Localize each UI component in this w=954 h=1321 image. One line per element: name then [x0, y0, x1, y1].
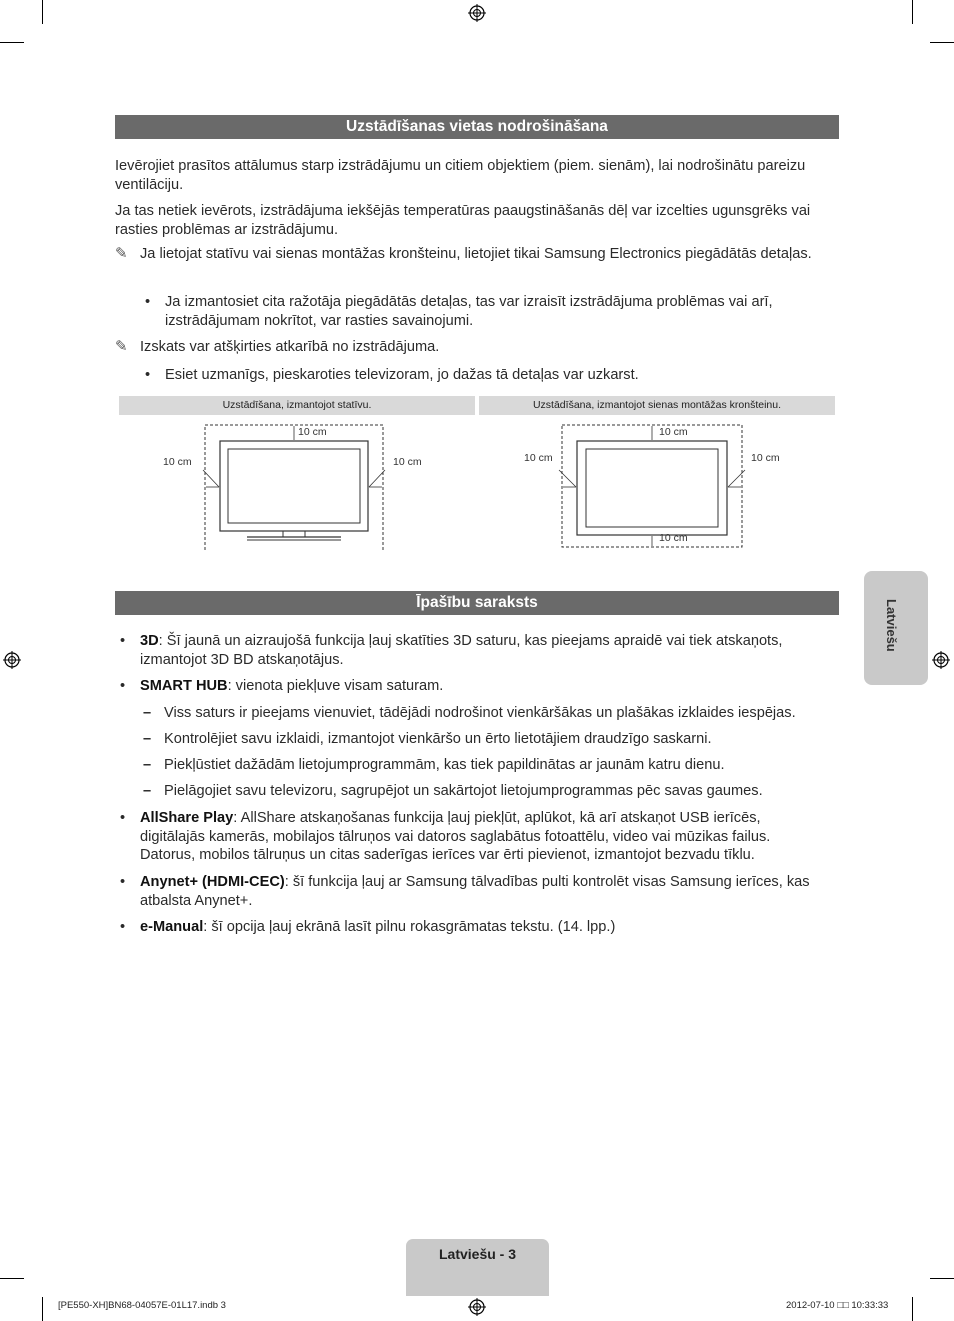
distance-label-left: 10 cm [163, 456, 192, 468]
list-item: • SMART HUB: vienota piekļuve visam saturam. [120, 678, 444, 694]
list-item: • AllShare Play: AllShare atskaņošanas funkcija ļauj piekļūt, aplūkot, kā arī atskaņot USB ierīcēs, digitālajās kamerās, mobilajos tālruņos vai datoros saglabātus fotoattēlu, video vai mūzikas failus. Datorus, mobilos tālruņus un citas saderīgas ierīces var ērti pievienot, izmantojot bezvadu tīklu. [120, 810, 771, 863]
registration-mark-icon [3, 651, 21, 669]
dash-icon: – [143, 757, 152, 773]
language-side-tab: Latviešu [864, 571, 928, 685]
paragraph-ventilation: Ievērojiet prasītos attālumus starp izstrādājumu un citiem objektiem (piem. sienām), lai nodrošinātu pareizu ventilāciju. [115, 158, 806, 193]
distance-label-top: 10 cm [659, 426, 688, 438]
section-heading-features: Īpašību saraksts [115, 591, 839, 615]
note-appearance: ✎ Izskats var atšķirties atkarībā no izstrādājuma. [115, 338, 440, 355]
distance-label-top: 10 cm [298, 426, 327, 438]
dash-icon: – [143, 783, 152, 799]
bullet-icon: • [120, 810, 126, 826]
pencil-note-icon: ✎ [115, 245, 128, 262]
bullet-icon: • [145, 367, 151, 383]
bullet-icon: • [120, 678, 126, 694]
crop-mark [930, 42, 954, 43]
bullet-icon: • [145, 294, 151, 310]
bullet-icon: • [120, 874, 126, 890]
bullet-icon: • [120, 919, 126, 935]
crop-mark [930, 1278, 954, 1279]
wall-installation-diagram [479, 415, 835, 555]
dash-icon: – [143, 731, 152, 747]
distance-label-bottom: 10 cm [659, 532, 688, 544]
list-item: – Piekļūstiet dažādām lietojumprogrammām, kas tiek papildinātas ar jaunām katru dienu. [143, 757, 725, 773]
list-item: • e-Manual: šī opcija ļauj ekrānā lasīt pilnu rokasgrāmatas tekstu. (14. lpp.) [120, 919, 616, 935]
footer-timestamp: 2012-07-10 □□ 10:33:33 [786, 1300, 889, 1311]
section-heading-installation: Uzstādīšanas vietas nodrošināšana [115, 115, 839, 139]
list-item: – Viss saturs ir pieejams vienuviet, tādējādi nodrošinot vienkāršākas un plašākas izklaides iespējas. [143, 705, 796, 721]
note-stand-parts: ✎ Ja lietojat statīvu vai sienas montāžas kronšteinu, lietojiet tikai Samsung Electronics piegādātās detaļas. [115, 245, 812, 262]
list-item: • Anynet+ (HDMI-CEC): šī funkcija ļauj ar Samsung tālvadības pulti kontrolēt visas Samsung ierīces, kas atbalsta Anynet+. [120, 874, 810, 909]
crop-mark [0, 1278, 24, 1279]
pencil-note-icon: ✎ [115, 338, 128, 355]
page-number-tab: Latviešu - 3 [406, 1239, 549, 1296]
diagram-caption-wall: Uzstādīšana, izmantojot sienas montāžas kronšteinu. [479, 396, 835, 415]
registration-mark-icon [468, 1298, 486, 1316]
bullet-icon: • [120, 633, 126, 649]
registration-mark-icon [468, 4, 486, 22]
list-item: – Kontrolējiet savu izklaidi, izmantojot vienkāršo un ērto lietotājiem draudzīgo saskarni. [143, 731, 712, 747]
list-item: – Pielāgojiet savu televizoru, sagrupējot un sakārtojot lietojumprogrammas pēc savas gaumes. [143, 783, 763, 799]
paragraph-fire-warning: Ja tas netiek ievērots, izstrādājuma iekšējās temperatūras paaugstināšanās dēļ var izcelties ugunsgrēks vai rasties problēmas ar izstrādājumu. [115, 203, 811, 238]
dash-icon: – [143, 705, 152, 721]
registration-mark-icon [932, 651, 950, 669]
crop-mark [912, 0, 913, 24]
stand-installation-diagram [119, 415, 475, 555]
footer-filename: [PE550-XH]BN68-04057E-01L17.indb 3 [58, 1300, 226, 1311]
crop-mark [0, 42, 24, 43]
list-item: • Esiet uzmanīgs, pieskaroties televizoram, jo dažas tā detaļas var uzkarst. [145, 367, 639, 383]
distance-label-left: 10 cm [524, 452, 553, 464]
crop-mark [912, 1297, 913, 1321]
diagram-caption-stand: Uzstādīšana, izmantojot statīvu. [119, 396, 475, 415]
distance-label-right: 10 cm [393, 456, 422, 468]
distance-label-right: 10 cm [751, 452, 780, 464]
list-item: • 3D: Šī jaunā un aizraujošā funkcija ļauj skatīties 3D saturu, kas pieejams apraidē vai tiek atskaņots, izmantojot 3D BD atskaņotājus. [120, 633, 783, 668]
crop-mark [42, 0, 43, 24]
list-item: • Ja izmantosiet cita ražotāja piegādātās detaļas, tas var izraisīt izstrādājuma problēmas vai arī, izstrādājumam nokrītot, var rasties savainojumi. [145, 294, 773, 329]
crop-mark [42, 1297, 43, 1321]
